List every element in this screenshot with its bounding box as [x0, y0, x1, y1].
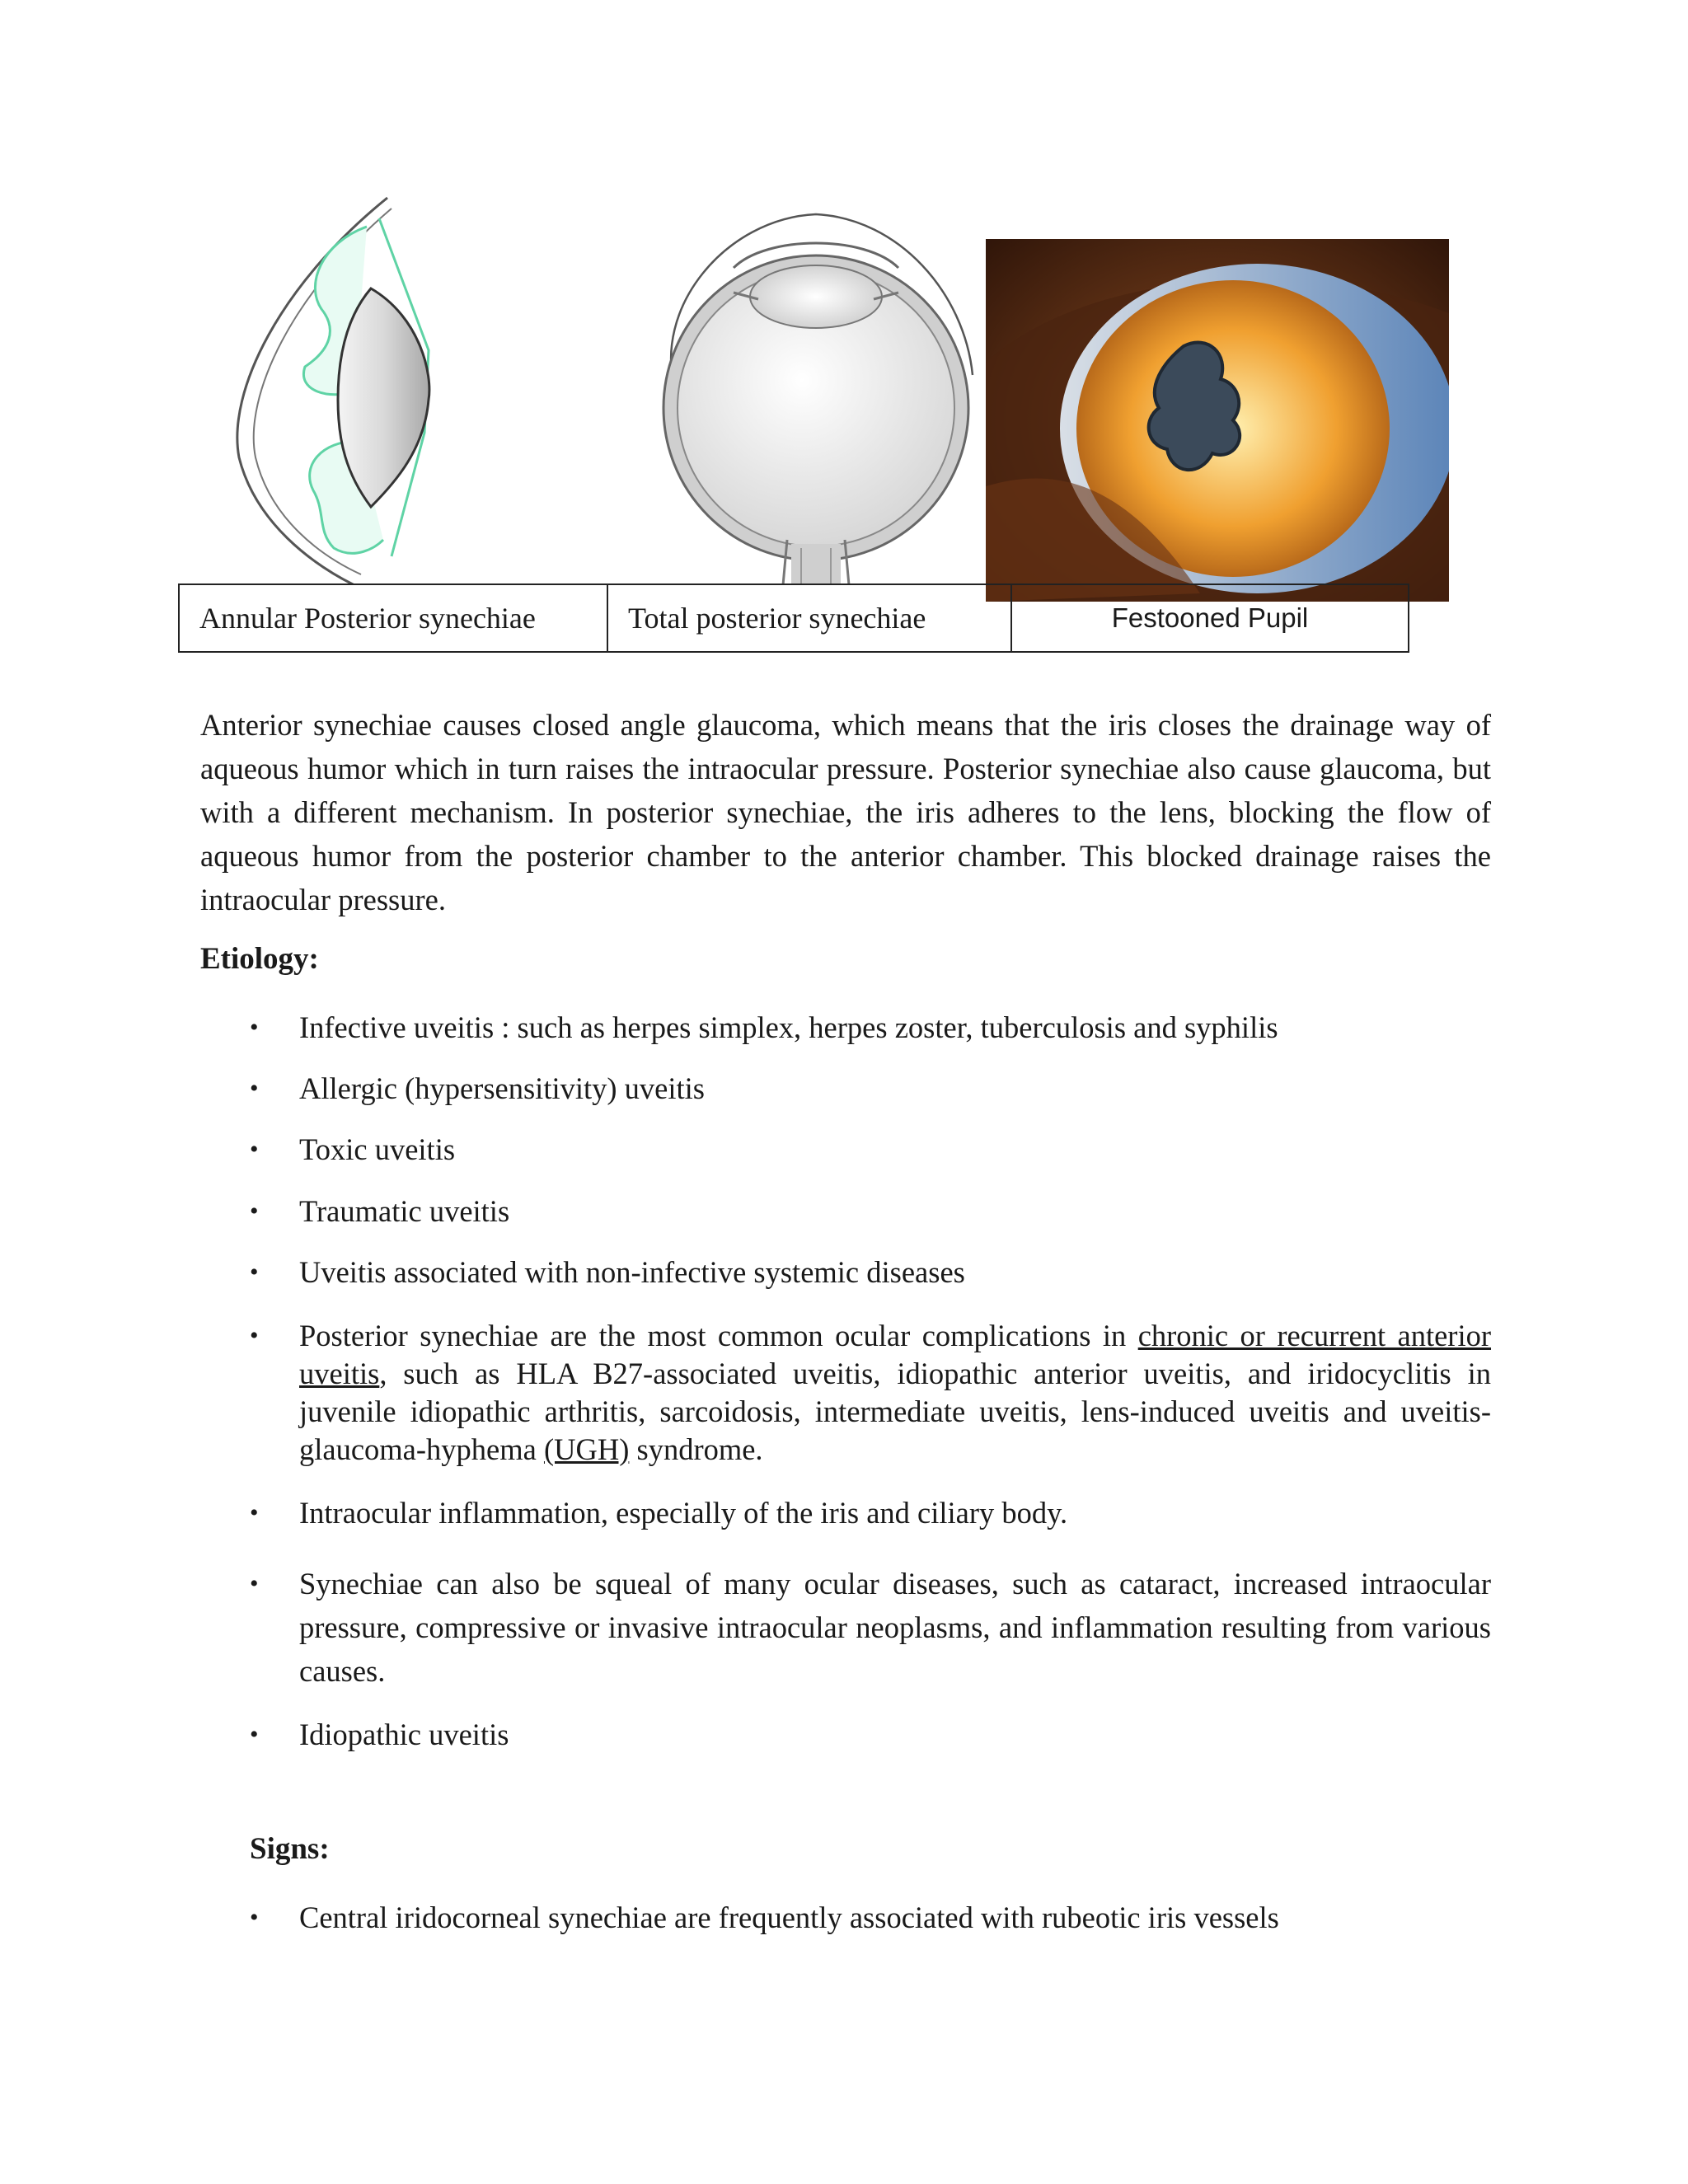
- ugh-link[interactable]: (UGH): [543, 1432, 630, 1466]
- figure-caption-table: [178, 583, 1409, 653]
- list-item: • Traumatic uveitis: [200, 1193, 1491, 1230]
- bullet-icon: •: [250, 1322, 259, 1349]
- bullet-icon: •: [250, 1136, 259, 1163]
- list-item: • Uveitis associated with non-infective systemic diseases: [200, 1254, 1491, 1291]
- caption-annular: Annular Posterior synechiae: [179, 584, 607, 652]
- list-item: • Toxic uveitis: [200, 1131, 1491, 1169]
- total-synechiae-diagram: [626, 210, 1006, 585]
- bullet-icon: •: [250, 1075, 259, 1102]
- bullet-icon: •: [250, 1258, 259, 1286]
- bullet-icon: •: [250, 1197, 259, 1225]
- list-item: • Infective uveitis : such as herpes simplex, herpes zoster, tuberculosis and syphilis: [200, 1009, 1491, 1047]
- list-item: • Allergic (hypersensitivity) uveitis: [200, 1070, 1491, 1108]
- bullet-icon: •: [250, 1499, 259, 1526]
- total-synechiae-diagram-icon: [626, 210, 1006, 585]
- caption-festooned: Festooned Pupil: [1011, 584, 1409, 652]
- annular-synechiae-diagram: [223, 194, 453, 585]
- annular-synechiae-diagram-icon: [223, 194, 453, 585]
- list-item: • Synechiae can also be squeal of many ocular diseases, such as cataract, increased intraocular pressure, compressive or invasive intraocular neoplasms, and inflammation resulting from various causes.: [200, 1562, 1491, 1693]
- list-item: • Posterior synechiae are the most common ocular complications in chronic or recurrent anterior uveitis, such as HLA B27-associated uveitis, idiopathic anterior uveitis, and iridocyclitis in juvenile idiopathic arthritis, sarcoidosis, intermediate uveitis, lens-induced uveitis and uveitis-glaucoma-hyphema (UGH) syndrome.: [250, 1319, 1491, 1466]
- bullet-icon: •: [250, 1570, 259, 1597]
- list-item: • Intraocular inflammation, especially of the iris and ciliary body.: [200, 1494, 1491, 1532]
- intro-paragraph: Anterior synechiae causes closed angle glaucoma, which means that the iris closes the drainage way of aqueous humor which in turn raises the intraocular pressure. Posterior synechiae also cause glaucoma, but with a different mechanism. In posterior synechiae, the iris adheres to the lens, blocking the flow of aqueous humor from the posterior chamber to the anterior chamber. This blocked drainage raises the intraocular pressure.: [200, 708, 1491, 916]
- bullet-icon: •: [250, 1904, 259, 1931]
- caption-total: Total posterior synechiae: [607, 584, 1011, 652]
- bullet-icon: •: [250, 1721, 259, 1748]
- list-item: • Central iridocorneal synechiae are frequently associated with rubeotic iris vessels: [200, 1899, 1491, 1937]
- list-item: • Idiopathic uveitis: [200, 1716, 1491, 1754]
- bullet-icon: •: [250, 1014, 259, 1041]
- etiology-heading: Etiology:: [200, 942, 319, 976]
- festooned-pupil-photo-icon: [986, 239, 1449, 602]
- signs-heading: Signs:: [250, 1832, 330, 1866]
- chronic-anterior-uveitis-link[interactable]: chronic or recurrent anterior uveitis: [299, 1319, 1491, 1390]
- festooned-pupil-photo: [986, 239, 1449, 602]
